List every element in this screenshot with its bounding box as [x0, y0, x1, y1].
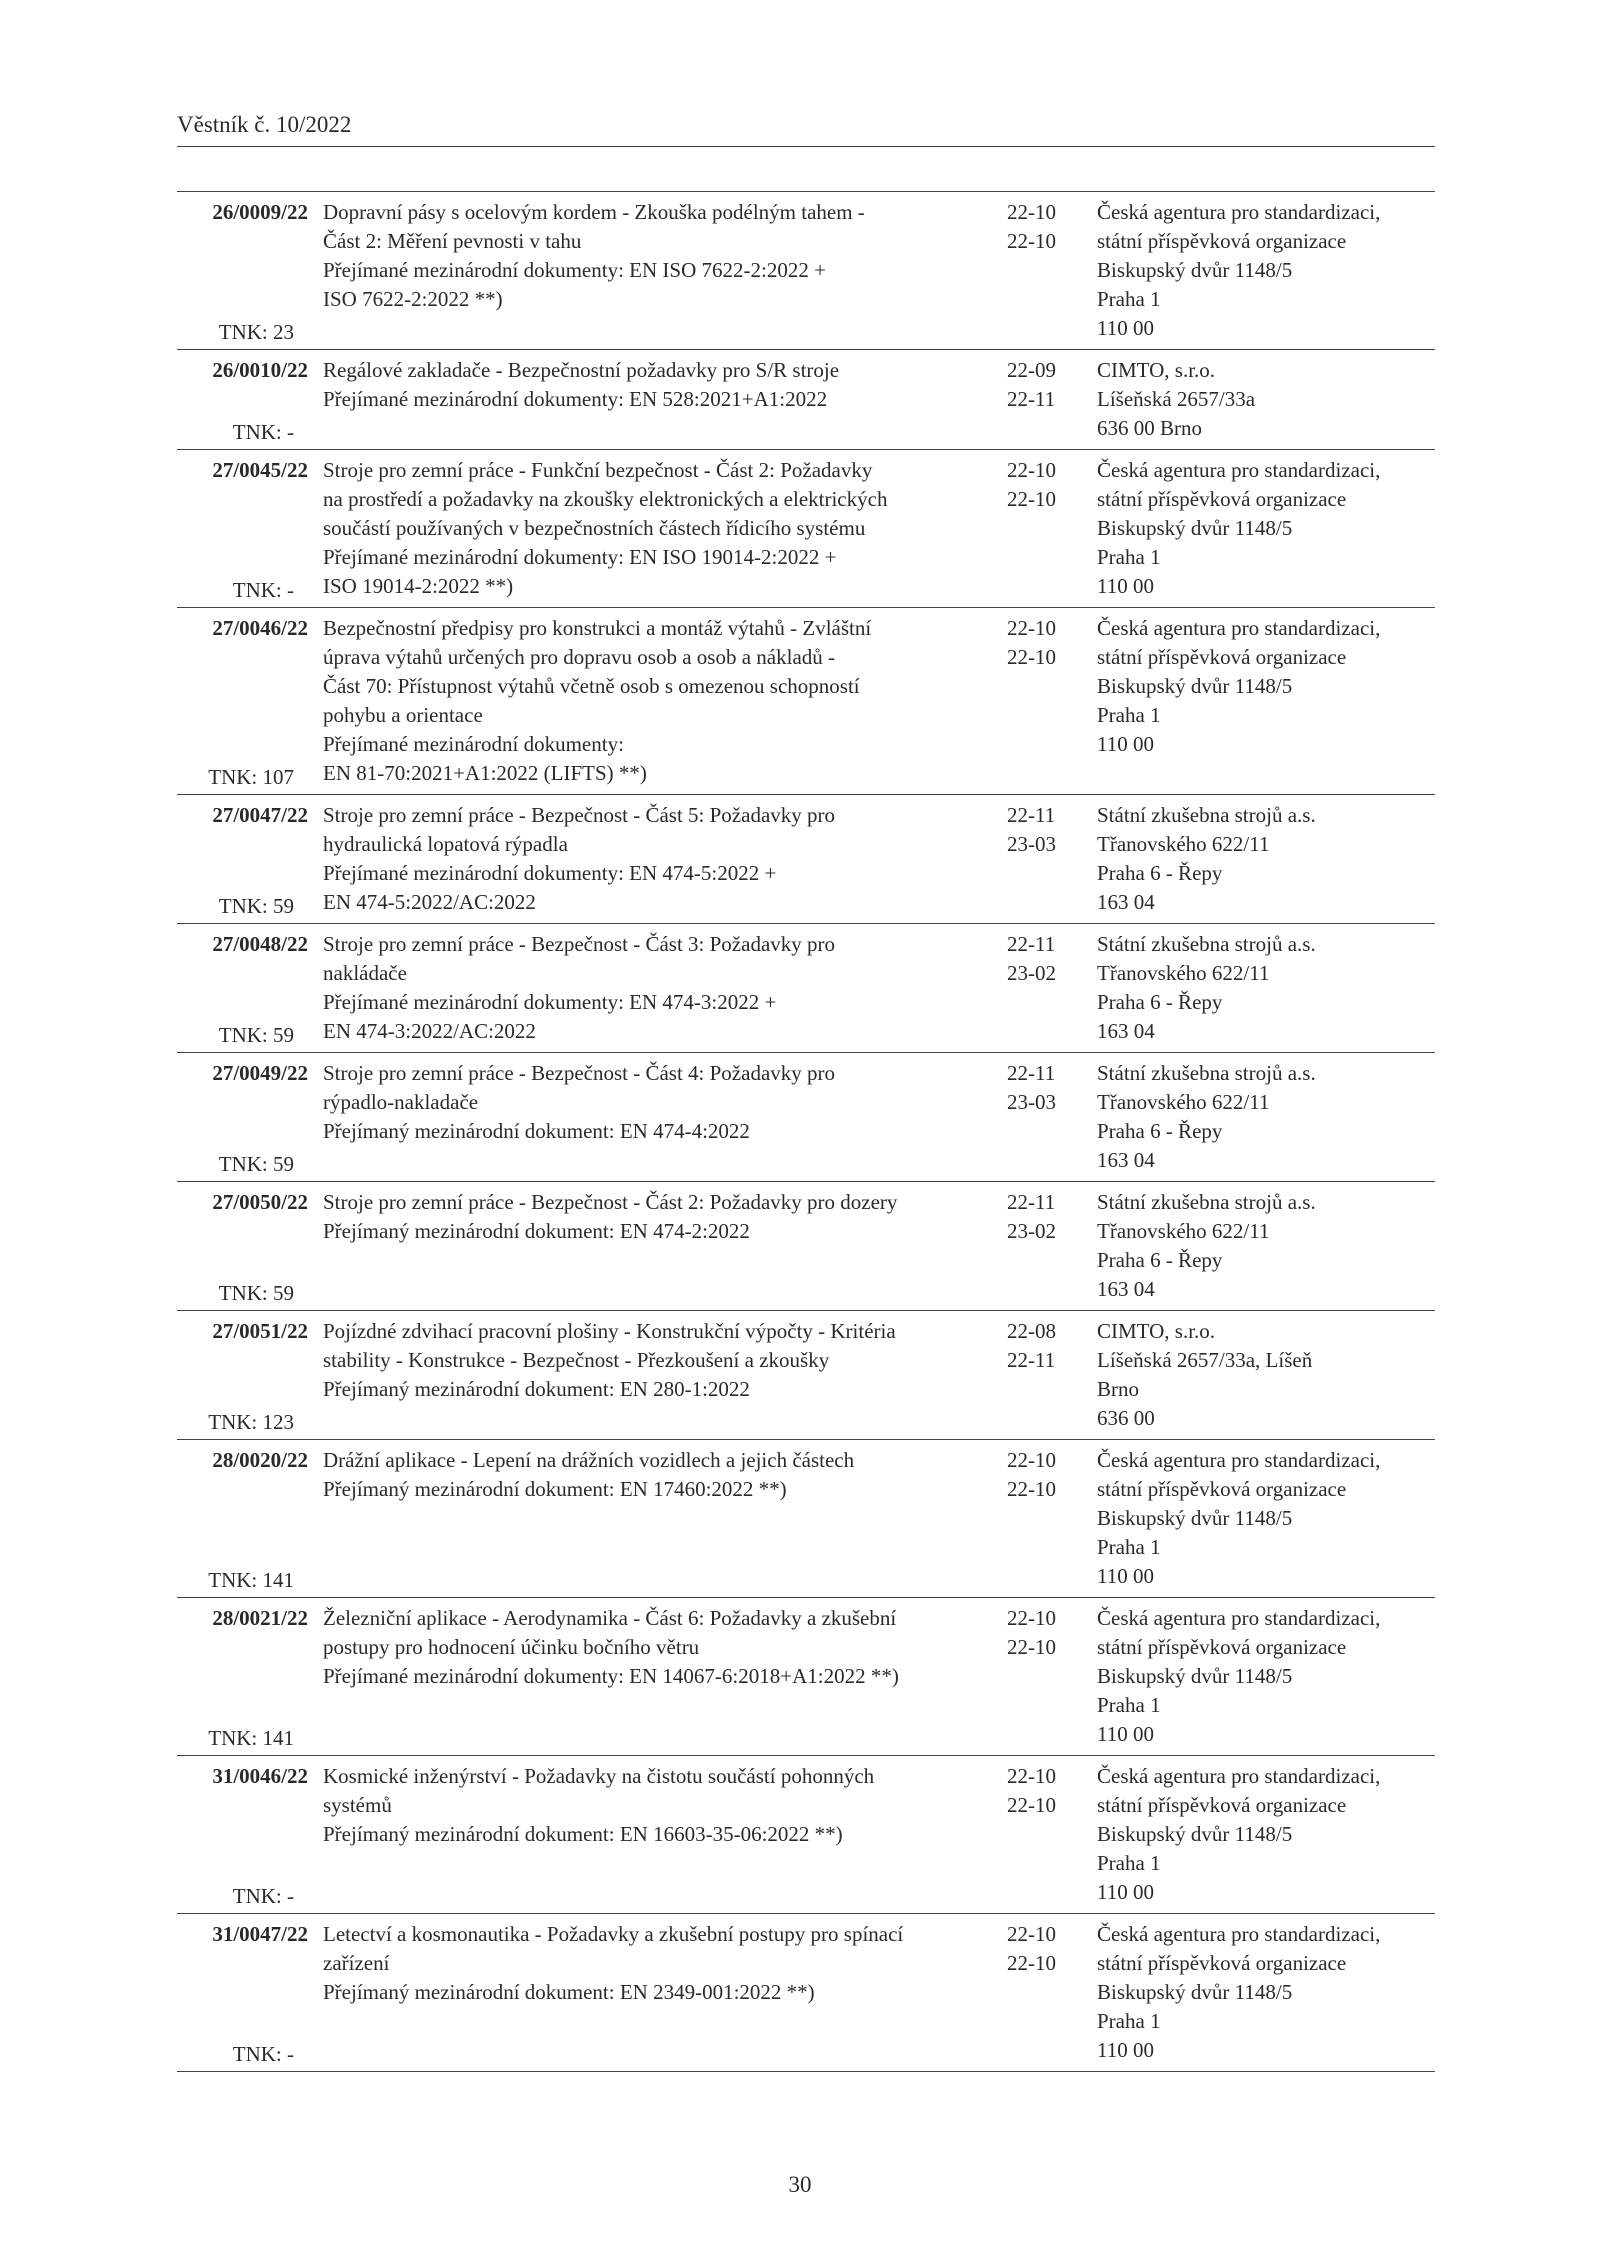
standard-description — [323, 1059, 1003, 1146]
processor-organization-line: Praha 1 — [1097, 287, 1161, 311]
standard-description-line: úprava výtahů určených pro dopravu osob a osob a nákladů - — [323, 645, 836, 669]
comment-dates-line: 22-11 — [1007, 803, 1056, 827]
comment-dates — [1007, 1317, 1077, 1375]
tnk-label: TNK: 107 — [208, 765, 294, 789]
processor-organization-line: CIMTO, s.r.o. — [1097, 358, 1216, 382]
tnk-label: TNK: 141 — [208, 1726, 294, 1750]
entry-id: 31/0046/22 — [212, 1764, 308, 1788]
tnk-label: TNK: - — [232, 578, 294, 602]
comment-dates — [1007, 801, 1077, 859]
standard-description — [323, 1446, 1003, 1504]
processor-organization-line: Biskupský dvůr 1148/5 — [1097, 1664, 1293, 1688]
entry-id-cell — [177, 456, 308, 601]
entry-id-cell — [177, 1920, 308, 2065]
comment-dates-line: 22-09 — [1007, 358, 1056, 382]
standard-description-line: stability - Konstrukce - Bezpečnost - Přezkoušení a zkoušky — [323, 1348, 830, 1372]
processor-organization-line: Praha 1 — [1097, 1693, 1161, 1717]
comment-dates-line: 23-02 — [1007, 1219, 1056, 1243]
standard-description — [323, 930, 1003, 1046]
comment-dates — [1007, 1446, 1077, 1504]
standard-description — [323, 456, 1003, 601]
processor-organization-line: 110 00 — [1097, 2038, 1154, 2062]
comment-dates — [1007, 356, 1077, 414]
processor-organization-line: Praha 1 — [1097, 1535, 1161, 1559]
processor-organization-line: státní příspěvková organizace — [1097, 1793, 1347, 1817]
standard-description-line: Přejímané mezinárodní dokumenty: — [323, 732, 624, 756]
processor-organization — [1097, 1446, 1435, 1591]
processor-organization-line: Česká agentura pro standardizaci, — [1097, 1448, 1381, 1472]
comment-dates — [1007, 1762, 1077, 1820]
processor-organization-line: 636 00 — [1097, 1406, 1155, 1430]
processor-organization-line: Třanovského 622/11 — [1097, 961, 1270, 985]
table-row — [177, 450, 1435, 608]
standard-description-line: EN 81-70:2021+A1:2022 (LIFTS) **) — [323, 761, 647, 785]
standard-description-line: Přejímané mezinárodní dokumenty: EN 528:2021+A1:2022 — [323, 387, 828, 411]
processor-organization — [1097, 356, 1435, 443]
comment-dates-line: 22-11 — [1007, 932, 1056, 956]
tnk-label: TNK: 59 — [218, 894, 294, 918]
processor-organization-line: 110 00 — [1097, 1564, 1154, 1588]
processor-organization-line: Česká agentura pro standardizaci, — [1097, 1764, 1381, 1788]
processor-organization-line: Státní zkušebna strojů a.s. — [1097, 1061, 1316, 1085]
comment-dates-line: 22-10 — [1007, 1635, 1056, 1659]
entry-id-cell — [177, 1604, 308, 1749]
processor-organization-line: státní příspěvková organizace — [1097, 1635, 1347, 1659]
comment-dates-line: 22-10 — [1007, 645, 1056, 669]
tnk-label: TNK: 123 — [208, 1410, 294, 1434]
processor-organization-line: Státní zkušebna strojů a.s. — [1097, 1190, 1316, 1214]
processor-organization-line: Biskupský dvůr 1148/5 — [1097, 674, 1293, 698]
entry-id-cell — [177, 1188, 308, 1304]
table-row — [177, 1311, 1435, 1440]
standards-table — [177, 191, 1435, 2072]
page-header — [177, 110, 1435, 147]
standard-description-line: ISO 7622-2:2022 **) — [323, 287, 503, 311]
processor-organization-line: Česká agentura pro standardizaci, — [1097, 616, 1381, 640]
standard-description-line: Část 2: Měření pevnosti v tahu — [323, 229, 582, 253]
standard-description-line: Přejímané mezinárodní dokumenty: EN ISO 19014-2:2022 + — [323, 545, 837, 569]
table-row — [177, 608, 1435, 795]
entry-id-cell — [177, 614, 308, 788]
processor-organization-line: CIMTO, s.r.o. — [1097, 1319, 1216, 1343]
standard-description-line: Přejímané mezinárodní dokumenty: EN 474-5:2022 + — [323, 861, 777, 885]
processor-organization-line: Státní zkušebna strojů a.s. — [1097, 932, 1316, 956]
standard-description-line: Stroje pro zemní práce - Bezpečnost - Část 5: Požadavky pro — [323, 803, 836, 827]
standard-description — [323, 1920, 1003, 2007]
processor-organization-line: Líšeňská 2657/33a — [1097, 387, 1256, 411]
table-row — [177, 1598, 1435, 1756]
comment-dates-line: 22-10 — [1007, 616, 1056, 640]
tnk-label: TNK: 59 — [218, 1281, 294, 1305]
entry-id-cell — [177, 356, 308, 443]
comment-dates — [1007, 1604, 1077, 1662]
processor-organization-line: 110 00 — [1097, 574, 1154, 598]
standard-description-line: EN 474-5:2022/AC:2022 — [323, 890, 536, 914]
processor-organization-line: státní příspěvková organizace — [1097, 1477, 1347, 1501]
standard-description-line: Přejímané mezinárodní dokumenty: EN ISO 7622-2:2022 + — [323, 258, 826, 282]
entry-id: 27/0047/22 — [212, 803, 308, 827]
processor-organization-line: státní příspěvková organizace — [1097, 487, 1347, 511]
entry-id-cell — [177, 1317, 308, 1433]
standard-description-line: ISO 19014-2:2022 **) — [323, 574, 514, 598]
comment-dates-line: 22-10 — [1007, 1793, 1056, 1817]
processor-organization-line: Praha 6 - Řepy — [1097, 1248, 1223, 1272]
entry-id: 27/0045/22 — [212, 458, 308, 482]
page-number: 30 — [788, 2172, 812, 2197]
comment-dates-line: 22-11 — [1007, 1061, 1056, 1085]
processor-organization-line: Státní zkušebna strojů a.s. — [1097, 803, 1316, 827]
comment-dates-line: 22-10 — [1007, 1951, 1056, 1975]
processor-organization — [1097, 1762, 1435, 1907]
comment-dates — [1007, 1920, 1077, 1978]
comment-dates — [1007, 198, 1077, 256]
processor-organization-line: 110 00 — [1097, 732, 1154, 756]
standard-description-line: Dopravní pásy s ocelovým kordem - Zkouška podélným tahem - — [323, 200, 865, 224]
standard-description-line: Přejímané mezinárodní dokumenty: EN 14067-6:2018+A1:2022 **) — [323, 1664, 899, 1688]
processor-organization — [1097, 1059, 1435, 1175]
tnk-label: TNK: - — [232, 420, 294, 444]
standard-description-line: Přejímané mezinárodní dokumenty: EN 474-3:2022 + — [323, 990, 777, 1014]
standard-description-line: EN 474-3:2022/AC:2022 — [323, 1019, 536, 1043]
processor-organization-line: 163 04 — [1097, 1019, 1155, 1043]
processor-organization-line: 163 04 — [1097, 1148, 1155, 1172]
comment-dates-line: 22-10 — [1007, 229, 1056, 253]
comment-dates — [1007, 456, 1077, 514]
comment-dates-line: 22-10 — [1007, 1764, 1056, 1788]
standard-description-line: Letectví a kosmonautika - Požadavky a zkušební postupy pro spínací — [323, 1922, 904, 1946]
standard-description — [323, 198, 1003, 314]
standard-description-line: Železniční aplikace - Aerodynamika - Část 6: Požadavky a zkušební — [323, 1606, 897, 1630]
processor-organization-line: Třanovského 622/11 — [1097, 1219, 1270, 1243]
standard-description-line: Přejímaný mezinárodní dokument: EN 16603-35-06:2022 **) — [323, 1822, 843, 1846]
processor-organization — [1097, 1920, 1435, 2065]
standard-description-line: hydraulická lopatová rýpadla — [323, 832, 568, 856]
standard-description — [323, 1762, 1003, 1849]
standard-description-line: systémů — [323, 1793, 392, 1817]
table-row — [177, 1914, 1435, 2072]
standard-description-line: Bezpečnostní předpisy pro konstrukci a montáž výtahů - Zvláštní — [323, 616, 872, 640]
comment-dates-line: 22-11 — [1007, 1190, 1056, 1214]
processor-organization — [1097, 198, 1435, 343]
processor-organization-line: Česká agentura pro standardizaci, — [1097, 1606, 1381, 1630]
standard-description-line: Regálové zakladače - Bezpečnostní požadavky pro S/R stroje — [323, 358, 840, 382]
processor-organization-line: Praha 1 — [1097, 1851, 1161, 1875]
comment-dates-line: 23-02 — [1007, 961, 1056, 985]
processor-organization-line: Praha 6 - Řepy — [1097, 861, 1223, 885]
processor-organization — [1097, 1604, 1435, 1749]
processor-organization-line: Praha 1 — [1097, 545, 1161, 569]
tnk-label: TNK: 23 — [218, 320, 294, 344]
standard-description-line: na prostředí a požadavky na zkoušky elektronických a elektrických — [323, 487, 888, 511]
standard-description-line: Kosmické inženýrství - Požadavky na čistotu součástí pohonných — [323, 1764, 875, 1788]
standard-description-line: Stroje pro zemní práce - Bezpečnost - Část 2: Požadavky pro dozery — [323, 1190, 898, 1214]
processor-organization-line: Biskupský dvůr 1148/5 — [1097, 1822, 1293, 1846]
entry-id-cell — [177, 801, 308, 917]
tnk-label: TNK: 141 — [208, 1568, 294, 1592]
entry-id: 26/0010/22 — [212, 358, 308, 382]
table-row — [177, 1440, 1435, 1598]
comment-dates-line: 22-10 — [1007, 487, 1056, 511]
standard-description-line: Pojízdné zdvihací pracovní plošiny - Konstrukční výpočty - Kritéria — [323, 1319, 896, 1343]
standard-description-line: postupy pro hodnocení účinku bočního větru — [323, 1635, 700, 1659]
standard-description-line: pohybu a orientace — [323, 703, 483, 727]
comment-dates-line: 22-10 — [1007, 1477, 1056, 1501]
processor-organization-line: 110 00 — [1097, 1722, 1154, 1746]
standard-description-line: Přejímaný mezinárodní dokument: EN 2349-001:2022 **) — [323, 1980, 815, 2004]
processor-organization-line: státní příspěvková organizace — [1097, 229, 1347, 253]
standard-description-line: Stroje pro zemní práce - Funkční bezpečnost - Část 2: Požadavky — [323, 458, 873, 482]
entry-id-cell — [177, 930, 308, 1046]
comment-dates — [1007, 1188, 1077, 1246]
entry-id: 27/0050/22 — [212, 1190, 308, 1214]
standard-description — [323, 1188, 1003, 1246]
tnk-label: TNK: - — [232, 1884, 294, 1908]
standard-description-line: Přejímaný mezinárodní dokument: EN 474-4:2022 — [323, 1119, 750, 1143]
comment-dates-line: 22-10 — [1007, 458, 1056, 482]
standard-description — [323, 801, 1003, 917]
entry-id-cell — [177, 198, 308, 343]
processor-organization-line: Praha 6 - Řepy — [1097, 1119, 1223, 1143]
processor-organization-line: státní příspěvková organizace — [1097, 645, 1347, 669]
processor-organization-line: Líšeňská 2657/33a, Líšeň — [1097, 1348, 1313, 1372]
entry-id: 31/0047/22 — [212, 1922, 308, 1946]
tnk-label: TNK: 59 — [218, 1152, 294, 1176]
processor-organization-line: Česká agentura pro standardizaci, — [1097, 458, 1381, 482]
entry-id: 28/0020/22 — [212, 1448, 308, 1472]
processor-organization-line: Biskupský dvůr 1148/5 — [1097, 1506, 1293, 1530]
entry-id-cell — [177, 1762, 308, 1907]
entry-id: 27/0048/22 — [212, 932, 308, 956]
comment-dates-line: 22-11 — [1007, 1348, 1056, 1372]
bulletin-title: Věstník č. 10/2022 — [177, 112, 352, 137]
standard-description-line: Přejímaný mezinárodní dokument: EN 474-2:2022 — [323, 1219, 750, 1243]
standard-description — [323, 1317, 1003, 1404]
comment-dates — [1007, 930, 1077, 988]
standard-description-line: Stroje pro zemní práce - Bezpečnost - Část 3: Požadavky pro — [323, 932, 836, 956]
entry-id-cell — [177, 1446, 308, 1591]
processor-organization-line: státní příspěvková organizace — [1097, 1951, 1347, 1975]
processor-organization-line: 110 00 — [1097, 1880, 1154, 1904]
comment-dates-line: 23-03 — [1007, 1090, 1056, 1114]
standard-description — [323, 1604, 1003, 1691]
comment-dates-line: 22-08 — [1007, 1319, 1056, 1343]
processor-organization — [1097, 614, 1435, 759]
processor-organization-line: Praha 6 - Řepy — [1097, 990, 1223, 1014]
entry-id: 27/0051/22 — [212, 1319, 308, 1343]
tnk-label: TNK: 59 — [218, 1023, 294, 1047]
table-row — [177, 192, 1435, 350]
comment-dates — [1007, 1059, 1077, 1117]
table-row — [177, 1053, 1435, 1182]
tnk-label: TNK: - — [232, 2042, 294, 2066]
comment-dates-line: 22-10 — [1007, 1606, 1056, 1630]
processor-organization-line: 163 04 — [1097, 890, 1155, 914]
standard-description-line: Část 70: Přístupnost výtahů včetně osob s omezenou schopností — [323, 674, 860, 698]
processor-organization — [1097, 1317, 1435, 1433]
comment-dates-line: 22-10 — [1007, 1922, 1056, 1946]
table-row — [177, 350, 1435, 450]
processor-organization-line: Brno — [1097, 1377, 1139, 1401]
comment-dates-line: 22-10 — [1007, 200, 1056, 224]
processor-organization-line: 110 00 — [1097, 316, 1154, 340]
entry-id: 27/0046/22 — [212, 616, 308, 640]
processor-organization-line: Praha 1 — [1097, 2009, 1161, 2033]
processor-organization-line: Biskupský dvůr 1148/5 — [1097, 258, 1293, 282]
processor-organization-line: Praha 1 — [1097, 703, 1161, 727]
standard-description-line: nakládače — [323, 961, 407, 985]
entry-id: 26/0009/22 — [212, 200, 308, 224]
table-row — [177, 795, 1435, 924]
table-row — [177, 924, 1435, 1053]
standard-description-line: Drážní aplikace - Lepení na drážních vozidlech a jejich částech — [323, 1448, 855, 1472]
entry-id: 27/0049/22 — [212, 1061, 308, 1085]
standard-description-line: zařízení — [323, 1951, 390, 1975]
processor-organization-line: 163 04 — [1097, 1277, 1155, 1301]
table-row — [177, 1182, 1435, 1311]
standard-description — [323, 614, 1003, 788]
table-row — [177, 1756, 1435, 1914]
standard-description-line: rýpadlo-nakladače — [323, 1090, 479, 1114]
comment-dates — [1007, 614, 1077, 672]
comment-dates-line: 22-10 — [1007, 1448, 1056, 1472]
processor-organization-line: 636 00 Brno — [1097, 416, 1202, 440]
processor-organization-line: Třanovského 622/11 — [1097, 832, 1270, 856]
processor-organization — [1097, 930, 1435, 1046]
comment-dates-line: 23-03 — [1007, 832, 1056, 856]
entry-id: 28/0021/22 — [212, 1606, 308, 1630]
processor-organization — [1097, 456, 1435, 601]
standard-description-line: Stroje pro zemní práce - Bezpečnost - Část 4: Požadavky pro — [323, 1061, 836, 1085]
processor-organization-line: Biskupský dvůr 1148/5 — [1097, 1980, 1293, 2004]
processor-organization — [1097, 1188, 1435, 1304]
entry-id-cell — [177, 1059, 308, 1175]
processor-organization-line: Česká agentura pro standardizaci, — [1097, 1922, 1381, 1946]
standard-description-line: Přejímaný mezinárodní dokument: EN 17460:2022 **) — [323, 1477, 787, 1501]
comment-dates-line: 22-11 — [1007, 387, 1056, 411]
processor-organization-line: Česká agentura pro standardizaci, — [1097, 200, 1381, 224]
processor-organization-line: Třanovského 622/11 — [1097, 1090, 1270, 1114]
processor-organization-line: Biskupský dvůr 1148/5 — [1097, 516, 1293, 540]
standard-description-line: Přejímaný mezinárodní dokument: EN 280-1:2022 — [323, 1377, 750, 1401]
processor-organization — [1097, 801, 1435, 917]
standard-description-line: součástí používaných v bezpečnostních částech řídicího systému — [323, 516, 866, 540]
standard-description — [323, 356, 1003, 414]
